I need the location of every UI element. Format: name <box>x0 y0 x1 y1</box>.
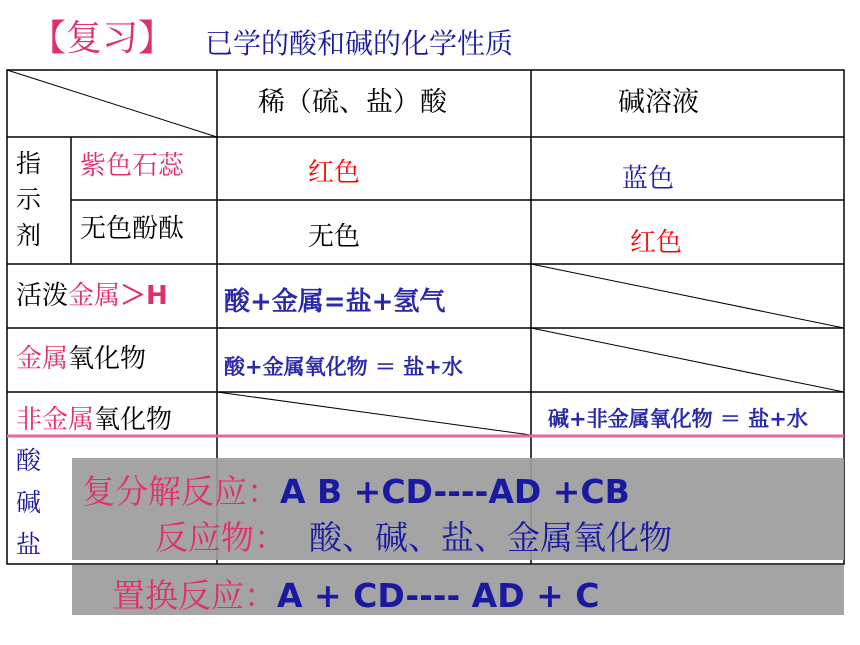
indicator-label: 指 示 剂 <box>16 149 42 250</box>
header-acid: 稀（硫、盐）酸 <box>258 87 447 118</box>
review-bracket-title: 【复习】 <box>30 18 175 59</box>
page-title: 已学的酸和碱的化学性质 <box>205 27 514 60</box>
reactants-line: 反应物： 酸、碱、盐、金属氧化物 <box>155 518 672 557</box>
acid-metal-oxide-reaction: 酸+金属氧化物 ＝ 盐+水 <box>224 355 463 379</box>
litmus-acid-result: 红色 <box>308 158 361 188</box>
header-base: 碱溶液 <box>618 87 699 118</box>
phenol-acid-result: 无色 <box>308 222 361 252</box>
litmus-label: 紫色石蕊 <box>80 151 185 181</box>
phenolphthalein-label: 无色酚酞 <box>80 214 185 244</box>
base-nonmetal-oxide-reaction: 碱+非金属氧化物 ＝ 盐+水 <box>548 407 808 431</box>
phenol-base-result: 红色 <box>630 228 683 258</box>
litmus-base-result: 蓝色 <box>622 164 675 194</box>
double-decomposition-line: 复分解反应：A B +CD----AD +CB <box>82 472 630 511</box>
metal-oxide-label: 金属氧化物 <box>16 344 147 374</box>
active-metal-label: 活泼金属＞H <box>16 281 168 311</box>
displacement-line: 置换反应：A + CD---- AD + C <box>112 576 600 615</box>
nonmetal-oxide-label: 非金属氧化物 <box>16 405 173 435</box>
acid-metal-reaction: 酸+金属=盐+氢气 <box>224 287 446 317</box>
acid-base-salt-label: 酸 碱 盐 <box>16 446 42 559</box>
